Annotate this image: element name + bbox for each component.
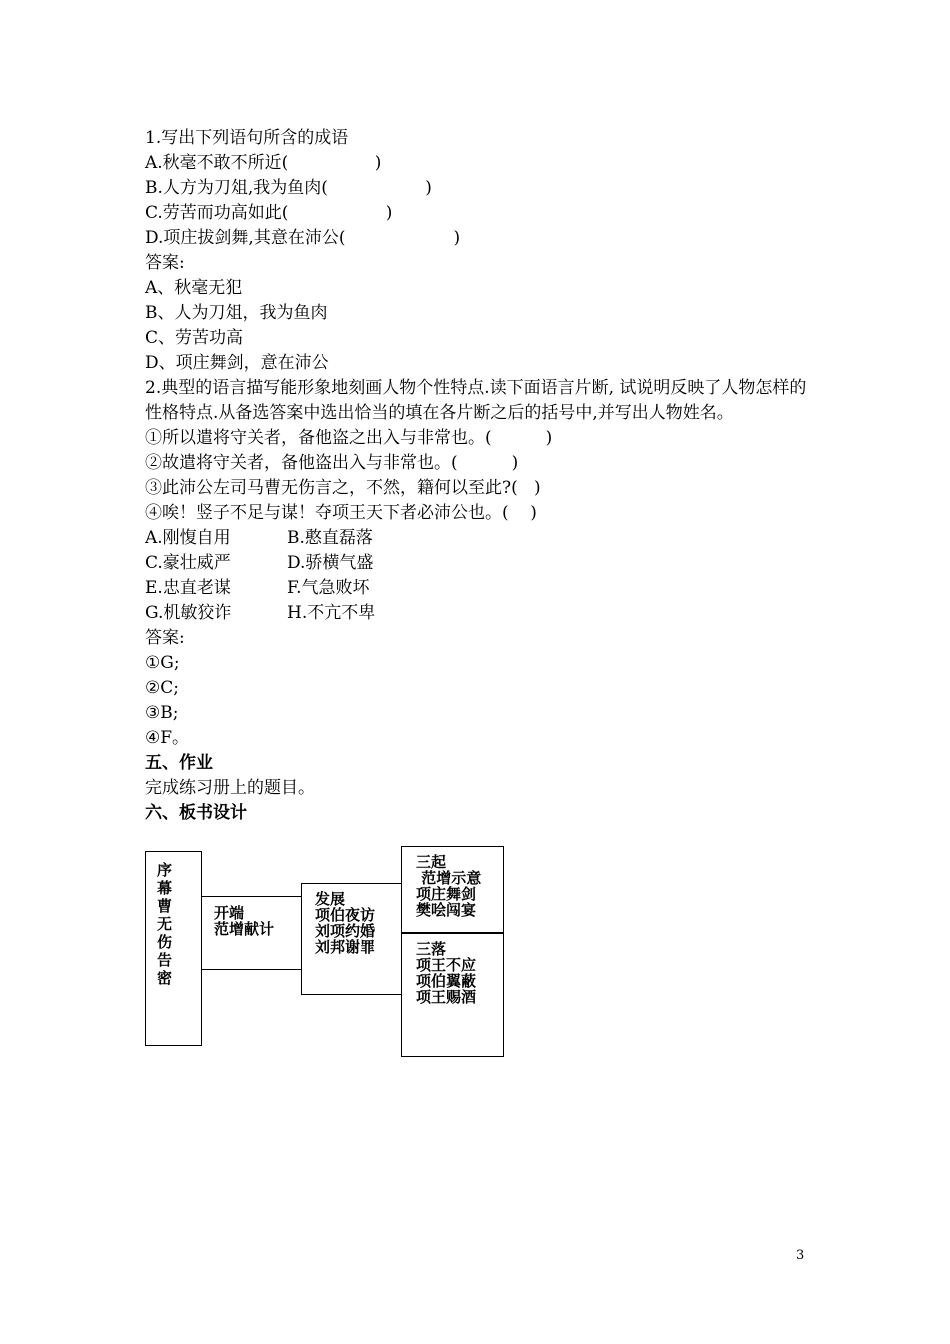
q2-option-a: A.刚愎自用 bbox=[145, 528, 231, 548]
q1-answer-a: A、秋毫无犯 bbox=[145, 278, 243, 298]
q2-option-h: H.不亢不卑 bbox=[287, 603, 376, 623]
q2-option-c: C.豪壮威严 bbox=[145, 553, 231, 573]
q2-title: 2.典型的语言描写能形象地刻画人物个性特点.读下面语言片断, 试说明反映了人物怎样的性格特点.从备选答案中选出恰当的填在各片断之后的括号中,并写出人物姓名。 bbox=[145, 378, 807, 423]
q1-answer-label: 答案: bbox=[145, 253, 185, 273]
q2-option-b: B.憨直磊落 bbox=[287, 528, 373, 548]
q2-options-row bbox=[145, 601, 815, 626]
q1-item-c: C.劳苦而功高如此( ) bbox=[145, 203, 393, 223]
q2-options-row bbox=[145, 551, 815, 576]
board-box-three-falls bbox=[401, 933, 504, 1057]
board-prologue-text: 序幕曹无伤告密 bbox=[157, 861, 173, 987]
q2-option-f: F.气急败坏 bbox=[287, 578, 370, 598]
q2-item-3: ③此沛公左司马曹无伤言之，不然，籍何以至此?( ) bbox=[145, 478, 541, 498]
board-box-prologue bbox=[145, 851, 202, 1046]
board-three-rises-text: 三起 范增示意 项庄舞剑 樊哙闯宴 bbox=[416, 853, 482, 919]
page-number: 3 bbox=[796, 1248, 805, 1263]
q2-answer-1: ①G; bbox=[145, 653, 180, 673]
q2-answer-4: ④F。 bbox=[145, 728, 190, 748]
q2-item-2: ②故遣将守关者，备他盗出入与非常也。( ) bbox=[145, 453, 519, 473]
q2-answer-label: 答案: bbox=[145, 628, 185, 648]
q1-title: 1.写出下列语句所含的成语 bbox=[145, 128, 349, 148]
q2-item-4: ④唉！竖子不足与谋！夺项王天下者必沛公也。( ) bbox=[145, 503, 537, 523]
board-opening-text: 开端 范增献计 bbox=[214, 904, 275, 938]
section5-text: 完成练习册上的题目。 bbox=[145, 778, 315, 798]
q2-answer-3: ③B; bbox=[145, 703, 179, 723]
document-body bbox=[145, 126, 815, 826]
q2-option-g: G.机敏狡诈 bbox=[145, 603, 232, 623]
q1-answer-d: D、项庄舞剑，意在沛公 bbox=[145, 353, 329, 373]
section5-heading: 五、作业 bbox=[145, 753, 213, 773]
q2-options-row bbox=[145, 576, 815, 601]
section6-heading: 六、板书设计 bbox=[145, 803, 247, 823]
board-development-text: 发展 项伯夜访 刘项约婚 刘邦谢罪 bbox=[315, 890, 376, 956]
q2-option-d: D.骄横气盛 bbox=[287, 553, 374, 573]
board-three-falls-text: 三落 项王不应 项伯翼蔽 项王赐酒 bbox=[416, 940, 477, 1006]
board-box-opening bbox=[201, 896, 303, 970]
q1-item-b: B.人方为刀俎,我为鱼肉( ) bbox=[145, 178, 432, 198]
q1-answer-c: C、劳苦功高 bbox=[145, 328, 244, 348]
q1-answer-b: B、人为刀俎，我为鱼肉 bbox=[145, 303, 328, 323]
q1-item-a: A.秋毫不敢不所近( ) bbox=[145, 153, 382, 173]
q2-answer-2: ②C; bbox=[145, 678, 179, 698]
q2-item-1: ①所以遣将守关者，备他盗之出入与非常也。( ) bbox=[145, 428, 553, 448]
q2-options-row bbox=[145, 526, 815, 551]
board-box-three-rises bbox=[401, 846, 504, 933]
q1-item-d: D.项庄拔剑舞,其意在沛公( ) bbox=[145, 228, 461, 248]
q2-option-e: E.忠直老谋 bbox=[145, 578, 231, 598]
board-box-development bbox=[301, 883, 403, 995]
